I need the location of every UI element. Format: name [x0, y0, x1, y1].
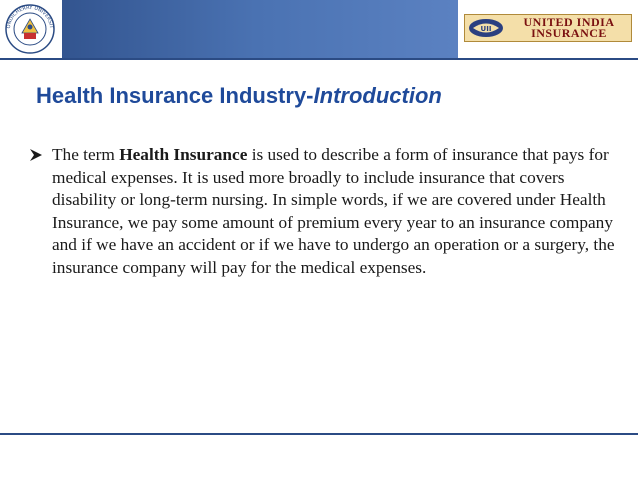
header-divider: [0, 58, 638, 60]
footer-divider: [0, 433, 638, 435]
svg-text:UII: UII: [480, 25, 492, 33]
logo-mark-icon: [465, 15, 507, 41]
text-intro: The term: [52, 145, 120, 164]
title-main: Health Insurance Industry-: [36, 83, 314, 108]
university-seal-box: [0, 0, 62, 58]
logo-line1: UNITED INDIA: [523, 15, 615, 29]
text-bold-term: Health Insurance: [119, 145, 248, 164]
arrow-bullet-icon: [28, 147, 44, 163]
svg-text:PONDICHERRY UNIVERSITY: ONDICHERRY UNIVERSIT: [5, 4, 55, 29]
text-rest: is used to describe a form of insurance that pays for medical expenses. It is used more broadly to include insurance that covers disability or long-term nursing. In simple words, if we are covered under Health Insurance, we pay some amount of premium every year to an insurance company and if we have an accident or if we have to undergo an operation or a surgery, the insurance company will pay for the medical expenses.: [52, 145, 615, 277]
university-seal-icon: [4, 3, 56, 55]
united-india-logo: [464, 14, 632, 42]
bullet-text: [52, 144, 622, 280]
slide-title: [36, 83, 442, 109]
title-italic: Introduction: [313, 83, 442, 108]
logo-line2: INSURANCE: [531, 26, 607, 40]
logo-text: [507, 17, 631, 39]
